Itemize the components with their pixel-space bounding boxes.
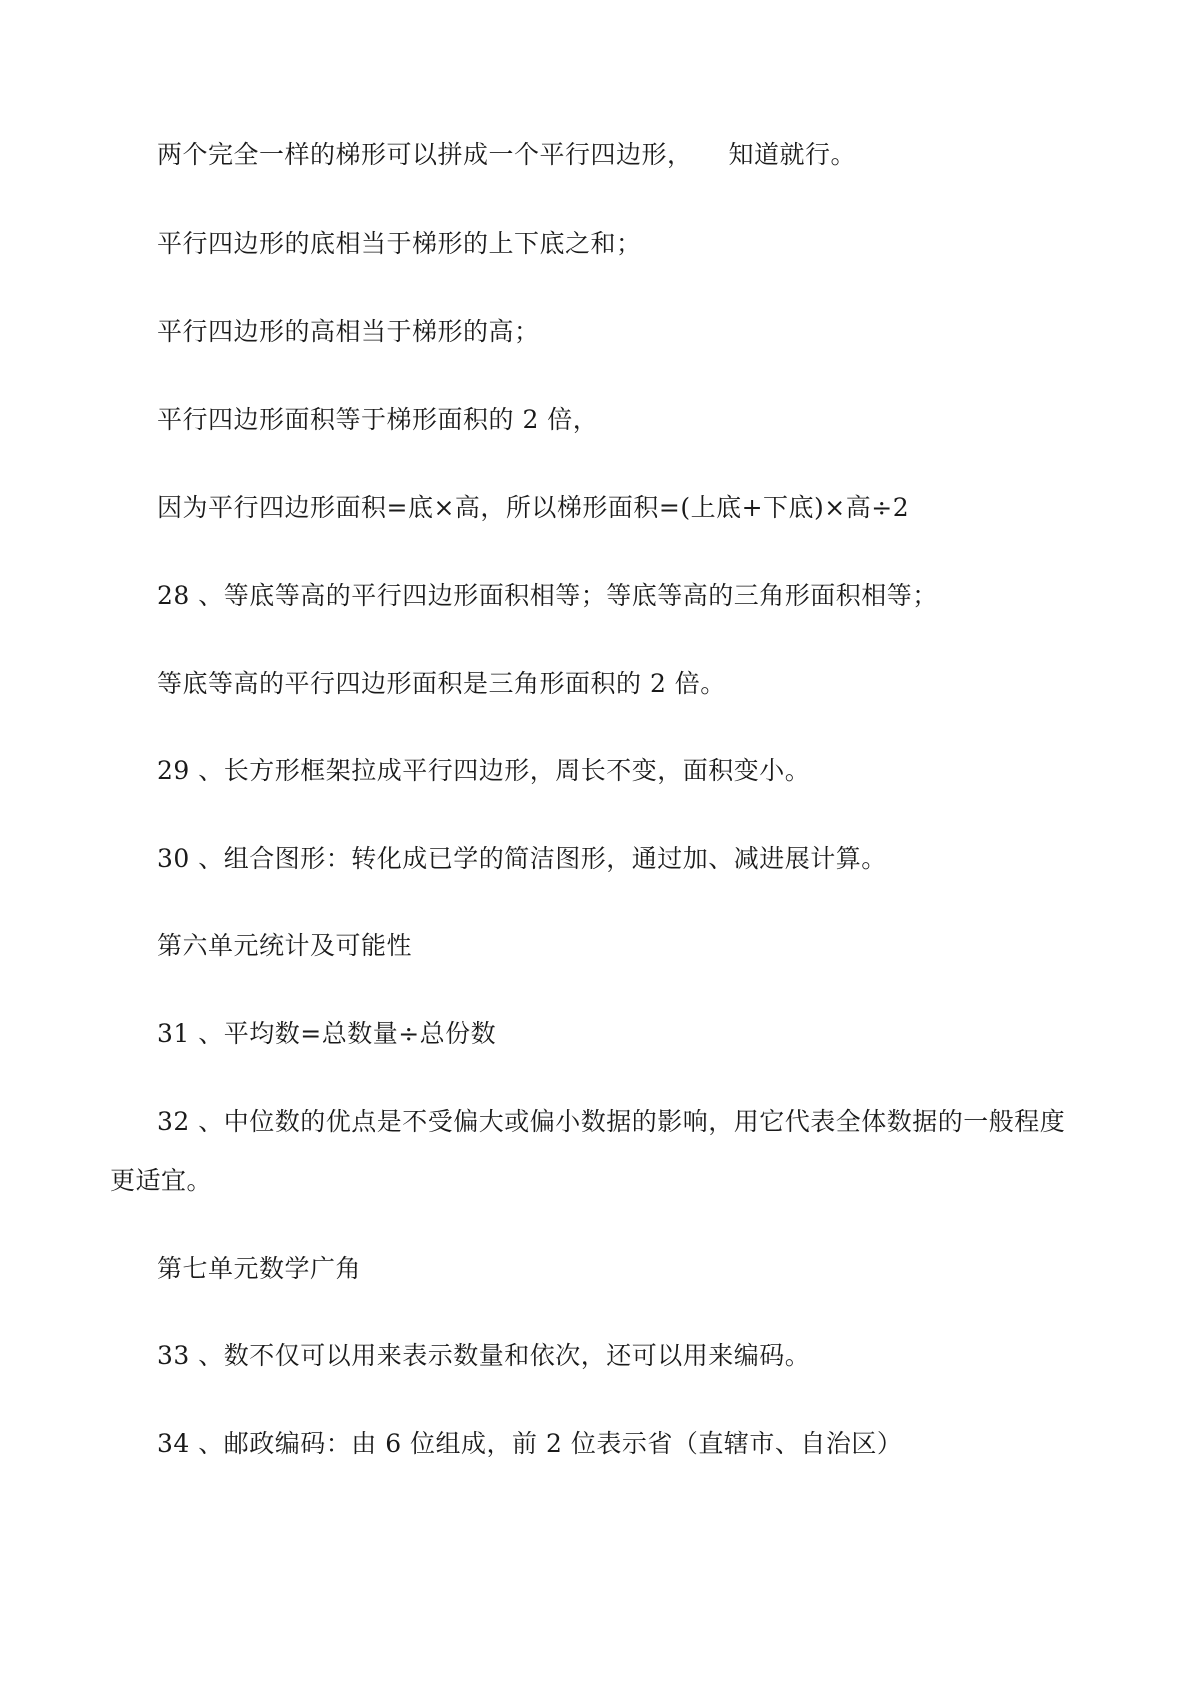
heading-text: 第七单元数学广角 [157, 1254, 362, 1283]
paragraph-item-29 [157, 755, 810, 787]
section-heading-unit-7 [157, 1253, 361, 1285]
heading-text: 第六单元统计及可能性 [157, 931, 413, 960]
paragraph-item-30 [157, 843, 887, 875]
paragraph-area-double [157, 404, 598, 436]
paragraph-text: 等底等高的平行四边形面积是三角形面积的 2 倍。 [157, 669, 726, 698]
paragraph-text: 33 、数不仅可以用来表示数量和依次，还可以用来编码。 [157, 1341, 811, 1370]
paragraph-text: 34 、邮政编码：由 6 位组成，前 2 位表示省（直辖市、自治区） [157, 1429, 903, 1458]
paragraph-text: 平行四边形的底相当于梯形的上下底之和； [157, 229, 642, 258]
paragraph-text: 更适宜。 [110, 1166, 213, 1195]
paragraph-item-31 [157, 1018, 496, 1050]
paragraph-text: 29 、长方形框架拉成平行四边形，周长不变，面积变小。 [157, 756, 811, 785]
paragraph-text: 平行四边形的高相当于梯形的高； [157, 317, 540, 346]
paragraph-trapezoid-combine [157, 139, 856, 171]
paragraph-text: 两个完全一样的梯形可以拼成一个平行四边形， [157, 140, 693, 169]
paragraph-item-33 [157, 1340, 810, 1372]
paragraph-height-equal [157, 316, 540, 348]
paragraph-text: 32 、中位数的优点是不受偏大或偏小数据的影响，用它代表全体数据的一般程度 [157, 1107, 1066, 1136]
paragraph-item-28 [157, 580, 938, 612]
paragraph-item-32 [157, 1106, 1065, 1138]
paragraph-item-32-cont [110, 1165, 212, 1197]
section-heading-unit-6 [157, 930, 412, 962]
paragraph-text: 28 、等底等高的平行四边形面积相等；等底等高的三角形面积相等； [157, 581, 938, 610]
paragraph-base-sum [157, 228, 642, 260]
paragraph-text: 因为平行四边形面积=底×高，所以梯形面积=(上底+下底)×高÷2 [157, 493, 910, 522]
paragraph-text: 31 、平均数=总数量÷总份数 [157, 1019, 497, 1048]
paragraph-text: 30 、组合图形：转化成已学的简洁图形，通过加、减进展计算。 [157, 844, 887, 873]
paragraph-item-28-cont [157, 668, 726, 700]
paragraph-text: 知道就行。 [728, 140, 857, 169]
paragraph-text: 平行四边形面积等于梯形面积的 2 倍， [157, 405, 599, 434]
paragraph-item-34 [157, 1428, 902, 1460]
paragraph-area-formula [157, 492, 909, 524]
